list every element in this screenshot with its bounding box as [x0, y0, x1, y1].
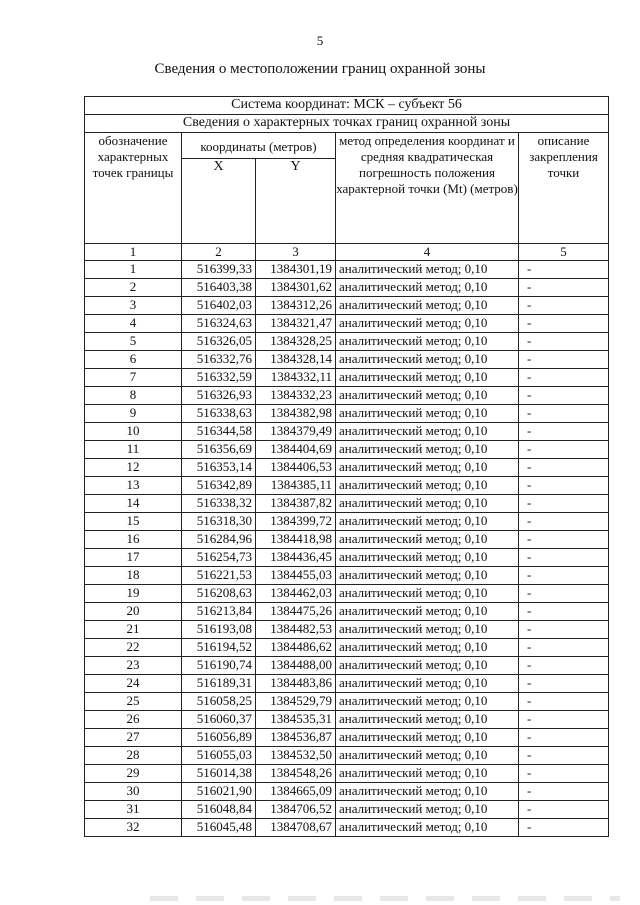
point-number: 1 — [85, 261, 182, 279]
method-cell: аналитический метод; 0,10 — [336, 585, 519, 603]
column-number: 5 — [519, 244, 609, 261]
description-cell: - — [519, 297, 609, 315]
coord-x: 516190,74 — [182, 657, 256, 675]
coord-y: 1384382,98 — [256, 405, 336, 423]
scan-artifact — [150, 896, 620, 901]
coord-y: 1384418,98 — [256, 531, 336, 549]
point-number: 28 — [85, 747, 182, 765]
table-row — [85, 405, 609, 423]
description-cell: - — [519, 603, 609, 621]
method-cell: аналитический метод; 0,10 — [336, 801, 519, 819]
table-row — [85, 441, 609, 459]
coord-x: 516344,58 — [182, 423, 256, 441]
method-cell: аналитический метод; 0,10 — [336, 405, 519, 423]
coordinate-system: Система координат: МСК – субъект 56 — [85, 97, 609, 115]
coord-y: 1384548,26 — [256, 765, 336, 783]
method-cell: аналитический метод; 0,10 — [336, 675, 519, 693]
point-number: 4 — [85, 315, 182, 333]
method-cell: аналитический метод; 0,10 — [336, 297, 519, 315]
coord-x: 516402,03 — [182, 297, 256, 315]
description-cell: - — [519, 441, 609, 459]
method-cell: аналитический метод; 0,10 — [336, 333, 519, 351]
document-title: Сведения о местоположении границ охранной зоны — [154, 61, 486, 77]
point-number: 5 — [85, 333, 182, 351]
header-x: X — [182, 159, 256, 244]
method-cell: аналитический метод; 0,10 — [336, 531, 519, 549]
header-method: метод определения координат и средняя квадратическая погрешность положения характерной точки (Mt) (метров) — [336, 133, 519, 244]
description-cell: - — [519, 513, 609, 531]
table-row — [85, 729, 609, 747]
method-cell: аналитический метод; 0,10 — [336, 621, 519, 639]
table-row — [85, 261, 609, 279]
point-number: 6 — [85, 351, 182, 369]
point-number: 15 — [85, 513, 182, 531]
method-cell: аналитический метод; 0,10 — [336, 819, 519, 837]
header-coordinates: координаты (метров) — [182, 133, 336, 159]
coord-y: 1384535,31 — [256, 711, 336, 729]
table-row — [85, 279, 609, 297]
coord-y: 1384455,03 — [256, 567, 336, 585]
point-number: 17 — [85, 549, 182, 567]
coord-y: 1384475,26 — [256, 603, 336, 621]
coord-y: 1384399,72 — [256, 513, 336, 531]
coord-x: 516332,59 — [182, 369, 256, 387]
coord-y: 1384301,62 — [256, 279, 336, 297]
method-cell: аналитический метод; 0,10 — [336, 459, 519, 477]
method-cell: аналитический метод; 0,10 — [336, 549, 519, 567]
coord-y: 1384665,09 — [256, 783, 336, 801]
coord-y: 1384436,45 — [256, 549, 336, 567]
description-cell: - — [519, 531, 609, 549]
column-number: 1 — [85, 244, 182, 261]
point-number: 8 — [85, 387, 182, 405]
description-cell: - — [519, 585, 609, 603]
method-cell: аналитический метод; 0,10 — [336, 369, 519, 387]
table-row — [85, 459, 609, 477]
coord-y: 1384406,53 — [256, 459, 336, 477]
table-row — [85, 585, 609, 603]
coord-x: 516208,63 — [182, 585, 256, 603]
description-cell: - — [519, 405, 609, 423]
coord-x: 516254,73 — [182, 549, 256, 567]
coord-x: 516213,84 — [182, 603, 256, 621]
coord-y: 1384532,50 — [256, 747, 336, 765]
table-row — [85, 549, 609, 567]
description-cell: - — [519, 423, 609, 441]
point-number: 19 — [85, 585, 182, 603]
description-cell: - — [519, 369, 609, 387]
method-cell: аналитический метод; 0,10 — [336, 747, 519, 765]
coord-y: 1384486,62 — [256, 639, 336, 657]
coord-y: 1384482,53 — [256, 621, 336, 639]
table-row — [85, 423, 609, 441]
coord-y: 1384483,86 — [256, 675, 336, 693]
method-cell: аналитический метод; 0,10 — [336, 315, 519, 333]
description-cell: - — [519, 261, 609, 279]
point-number: 26 — [85, 711, 182, 729]
coord-y: 1384404,69 — [256, 441, 336, 459]
coord-y: 1384536,87 — [256, 729, 336, 747]
coord-y: 1384321,47 — [256, 315, 336, 333]
table-row — [85, 621, 609, 639]
point-number: 3 — [85, 297, 182, 315]
coord-y: 1384385,11 — [256, 477, 336, 495]
description-cell: - — [519, 639, 609, 657]
coord-x: 516221,53 — [182, 567, 256, 585]
point-number: 12 — [85, 459, 182, 477]
point-number: 9 — [85, 405, 182, 423]
method-cell: аналитический метод; 0,10 — [336, 477, 519, 495]
description-cell: - — [519, 567, 609, 585]
table-row — [85, 657, 609, 675]
coord-x: 516045,48 — [182, 819, 256, 837]
coord-x: 516332,76 — [182, 351, 256, 369]
method-cell: аналитический метод; 0,10 — [336, 711, 519, 729]
description-cell: - — [519, 549, 609, 567]
coord-x: 516021,90 — [182, 783, 256, 801]
coord-x: 516058,25 — [182, 693, 256, 711]
point-number: 18 — [85, 567, 182, 585]
coord-y: 1384462,03 — [256, 585, 336, 603]
table-row — [85, 765, 609, 783]
description-cell: - — [519, 711, 609, 729]
point-number: 27 — [85, 729, 182, 747]
method-cell: аналитический метод; 0,10 — [336, 639, 519, 657]
coord-x: 516194,52 — [182, 639, 256, 657]
description-cell: - — [519, 747, 609, 765]
table-row — [85, 297, 609, 315]
table-row — [85, 603, 609, 621]
method-cell: аналитический метод; 0,10 — [336, 279, 519, 297]
description-cell: - — [519, 315, 609, 333]
point-number: 11 — [85, 441, 182, 459]
point-number: 14 — [85, 495, 182, 513]
header-designation: обозначение характерных точек границы — [85, 133, 182, 244]
method-cell: аналитический метод; 0,10 — [336, 261, 519, 279]
coord-y: 1384332,23 — [256, 387, 336, 405]
table-row — [85, 693, 609, 711]
coord-y: 1384529,79 — [256, 693, 336, 711]
table-row — [85, 351, 609, 369]
description-cell: - — [519, 657, 609, 675]
method-cell: аналитический метод; 0,10 — [336, 495, 519, 513]
method-cell: аналитический метод; 0,10 — [336, 423, 519, 441]
table-subheader: Сведения о характерных точках границ охранной зоны — [85, 115, 609, 133]
table-row — [85, 513, 609, 531]
table-row — [85, 369, 609, 387]
point-number: 30 — [85, 783, 182, 801]
description-cell: - — [519, 819, 609, 837]
point-number: 29 — [85, 765, 182, 783]
table-row — [85, 531, 609, 549]
description-cell: - — [519, 783, 609, 801]
coord-x: 516399,33 — [182, 261, 256, 279]
coord-x: 516353,14 — [182, 459, 256, 477]
table-row — [85, 801, 609, 819]
coord-x: 516055,03 — [182, 747, 256, 765]
point-number: 2 — [85, 279, 182, 297]
header-description: описание закрепления точки — [519, 133, 609, 244]
table-row — [85, 711, 609, 729]
method-cell: аналитический метод; 0,10 — [336, 729, 519, 747]
method-cell: аналитический метод; 0,10 — [336, 513, 519, 531]
column-number: 3 — [256, 244, 336, 261]
coord-y: 1384706,52 — [256, 801, 336, 819]
description-cell: - — [519, 279, 609, 297]
method-cell: аналитический метод; 0,10 — [336, 657, 519, 675]
table-row — [85, 567, 609, 585]
point-number: 22 — [85, 639, 182, 657]
method-cell: аналитический метод; 0,10 — [336, 351, 519, 369]
coord-y: 1384708,67 — [256, 819, 336, 837]
point-number: 16 — [85, 531, 182, 549]
coord-x: 516338,63 — [182, 405, 256, 423]
coord-x: 516326,05 — [182, 333, 256, 351]
table-row — [85, 495, 609, 513]
coord-x: 516403,38 — [182, 279, 256, 297]
page-number: 5 — [316, 33, 324, 48]
point-number: 13 — [85, 477, 182, 495]
description-cell: - — [519, 693, 609, 711]
coord-x: 516342,89 — [182, 477, 256, 495]
coord-x: 516326,93 — [182, 387, 256, 405]
description-cell: - — [519, 333, 609, 351]
table-row — [85, 477, 609, 495]
coord-x: 516189,31 — [182, 675, 256, 693]
point-number: 23 — [85, 657, 182, 675]
coord-x: 516048,84 — [182, 801, 256, 819]
coord-y: 1384332,11 — [256, 369, 336, 387]
method-cell: аналитический метод; 0,10 — [336, 441, 519, 459]
coord-y: 1384328,25 — [256, 333, 336, 351]
description-cell: - — [519, 351, 609, 369]
point-number: 24 — [85, 675, 182, 693]
description-cell: - — [519, 765, 609, 783]
method-cell: аналитический метод; 0,10 — [336, 387, 519, 405]
coord-y: 1384301,19 — [256, 261, 336, 279]
description-cell: - — [519, 495, 609, 513]
method-cell: аналитический метод; 0,10 — [336, 783, 519, 801]
table-row — [85, 639, 609, 657]
column-number: 4 — [336, 244, 519, 261]
coord-y: 1384312,26 — [256, 297, 336, 315]
method-cell: аналитический метод; 0,10 — [336, 603, 519, 621]
table-row — [85, 747, 609, 765]
coord-x: 516356,69 — [182, 441, 256, 459]
coord-y: 1384379,49 — [256, 423, 336, 441]
point-number: 31 — [85, 801, 182, 819]
table-row — [85, 675, 609, 693]
header-y: Y — [256, 159, 336, 244]
column-number: 2 — [182, 244, 256, 261]
coord-x: 516338,32 — [182, 495, 256, 513]
description-cell: - — [519, 387, 609, 405]
coord-x: 516056,89 — [182, 729, 256, 747]
description-cell: - — [519, 459, 609, 477]
coord-x: 516193,08 — [182, 621, 256, 639]
coordinates-table — [84, 96, 609, 837]
method-cell: аналитический метод; 0,10 — [336, 765, 519, 783]
description-cell: - — [519, 477, 609, 495]
point-number: 25 — [85, 693, 182, 711]
description-cell: - — [519, 729, 609, 747]
coord-x: 516014,38 — [182, 765, 256, 783]
description-cell: - — [519, 675, 609, 693]
description-cell: - — [519, 621, 609, 639]
coord-x: 516060,37 — [182, 711, 256, 729]
coord-y: 1384328,14 — [256, 351, 336, 369]
coord-y: 1384488,00 — [256, 657, 336, 675]
method-cell: аналитический метод; 0,10 — [336, 567, 519, 585]
method-cell: аналитический метод; 0,10 — [336, 693, 519, 711]
point-number: 21 — [85, 621, 182, 639]
coord-x: 516324,63 — [182, 315, 256, 333]
coord-x: 516284,96 — [182, 531, 256, 549]
coord-x: 516318,30 — [182, 513, 256, 531]
description-cell: - — [519, 801, 609, 819]
table-row — [85, 333, 609, 351]
coord-y: 1384387,82 — [256, 495, 336, 513]
table-row — [85, 783, 609, 801]
point-number: 7 — [85, 369, 182, 387]
table-row — [85, 315, 609, 333]
point-number: 10 — [85, 423, 182, 441]
table-row — [85, 819, 609, 837]
point-number: 32 — [85, 819, 182, 837]
table-row — [85, 387, 609, 405]
point-number: 20 — [85, 603, 182, 621]
